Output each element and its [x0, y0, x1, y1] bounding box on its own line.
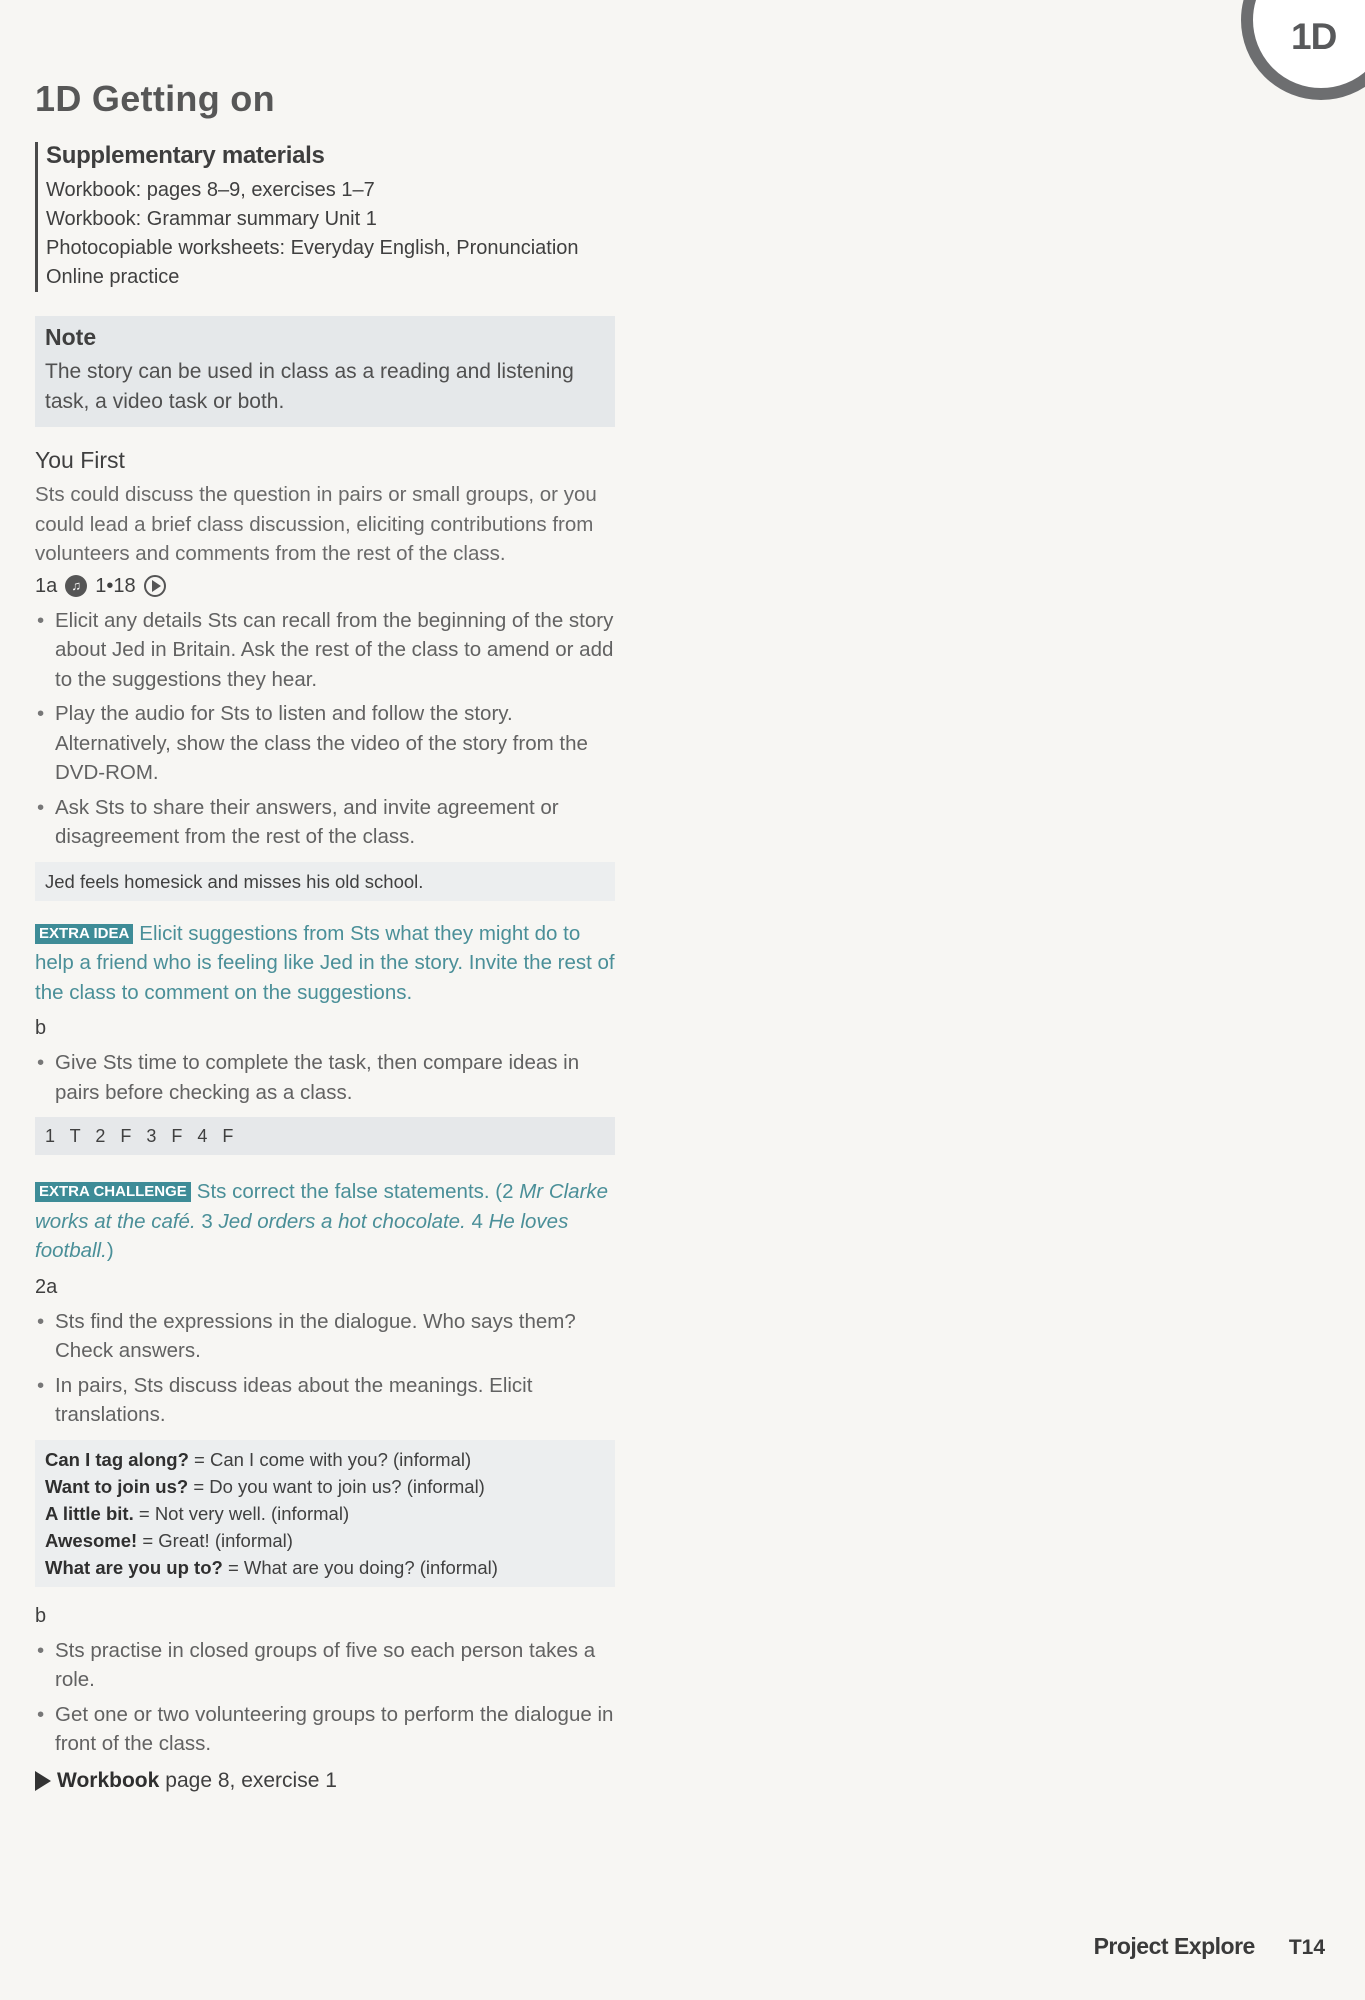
you-first-heading: You First [35, 447, 125, 473]
note-heading: Note [45, 324, 97, 350]
series-title: Project Explore [1093, 1933, 1255, 1959]
extra-idea-badge: EXTRA IDEA [35, 924, 133, 944]
supplementary-line: Workbook: pages 8–9, exercises 1–7 [46, 179, 375, 201]
exercise-number: 1a [35, 574, 58, 597]
main-column [35, 78, 615, 1793]
list-item: • Play the audio for Sts to listen and follow the story. Alternatively, show the class the video of the story from the DVD-ROM. [35, 699, 615, 788]
exercise-2a-label [35, 1276, 615, 1299]
page-footer [1094, 1933, 1325, 1960]
extra-idea-text: Elicit suggestions from Sts what they might do to help a friend who is feeling like Jed in the story. Invite the rest of the class to comment on the suggestions. [35, 921, 615, 1004]
note-box [35, 316, 615, 427]
expression-row [45, 1473, 605, 1500]
page-number: T14 [1288, 1936, 1325, 1959]
extra-challenge-answer: Jed orders a hot chocolate. [218, 1209, 466, 1233]
expression-phrase: What are you up to? [45, 1556, 223, 1578]
exercise-1b-answers: 1 T 2 F 3 F 4 F [35, 1117, 615, 1155]
workbook-reference [35, 1769, 615, 1793]
exercise-1a-label [35, 575, 615, 598]
exercise-number: 2a [35, 1275, 58, 1298]
expression-row [45, 1527, 605, 1554]
workbook-text: page 8, exercise 1 [165, 1768, 337, 1792]
expressions-answer-box [35, 1440, 615, 1587]
extra-challenge-answer: Mr Clarke works at the café. [35, 1180, 609, 1233]
exercise-1a-answer: Jed feels homesick and misses his old school. [35, 862, 615, 901]
expression-row [45, 1446, 605, 1473]
exercise-2a-steps [35, 1307, 615, 1430]
expression-row [45, 1500, 605, 1527]
expression-row [45, 1554, 605, 1581]
expression-meaning: = Can I come with you? (informal) [188, 1448, 472, 1470]
expression-meaning: = Not very well. (informal) [133, 1502, 350, 1524]
video-play-icon [144, 575, 166, 597]
extra-challenge [35, 1177, 615, 1266]
you-first-text: Sts could discuss the question in pairs or small groups, or you could lead a brief class discussion, eliciting contributions from volunteers and comments from the rest of the class. [35, 483, 597, 565]
note-text: The story can be used in class as a reading and listening task, a video task or both. [45, 360, 574, 413]
list-item: • Sts find the expressions in the dialogue. Who says them? Check answers. [35, 1307, 615, 1366]
expression-meaning: = What are you doing? (informal) [222, 1556, 498, 1578]
list-item: • Sts practise in closed groups of five so each person takes a role. [35, 1636, 615, 1695]
list-item: • Ask Sts to share their answers, and invite agreement or disagreement from the rest of the class. [35, 793, 615, 852]
unit-tab-label: 1D [1291, 16, 1337, 57]
supplementary-materials [35, 142, 615, 292]
list-item: • Give Sts time to complete the task, then compare ideas in pairs before checking as a class. [35, 1048, 615, 1107]
extra-idea [35, 919, 615, 1008]
page-title: 1D Getting on [35, 78, 275, 119]
exercise-1b-label [35, 1017, 615, 1040]
audio-icon: ♫ [65, 575, 87, 597]
supplementary-line: Online practice [46, 266, 180, 288]
extra-challenge-answer: He loves football. [35, 1209, 569, 1262]
extra-challenge-text: 3 [195, 1209, 219, 1233]
expression-phrase: Can I tag along? [45, 1448, 189, 1470]
expression-meaning: = Do you want to join us? (informal) [188, 1475, 485, 1497]
list-item: • Elicit any details Sts can recall from the beginning of the story about Jed in Britain. Ask the rest of the class to amend or add to the suggestions they hear. [35, 606, 615, 695]
arrow-right-icon [35, 1771, 51, 1791]
expression-phrase: Want to join us? [45, 1475, 189, 1497]
expression-phrase: A little bit. [45, 1502, 134, 1524]
list-item: • In pairs, Sts discuss ideas about the meanings. Elicit translations. [35, 1371, 615, 1430]
exercise-2b-steps [35, 1636, 615, 1759]
supplementary-line: Workbook: Grammar summary Unit 1 [46, 208, 377, 230]
exercise-number: b [35, 1017, 47, 1039]
audio-track-number: 1•18 [95, 574, 136, 597]
extra-challenge-text: Sts correct the false statements. (2 [196, 1180, 520, 1203]
unit-corner-tab [1241, 0, 1365, 100]
supplementary-heading: Supplementary materials [46, 142, 325, 169]
expression-meaning: = Great! (informal) [137, 1529, 293, 1551]
list-item: • Get one or two volunteering groups to perform the dialogue in front of the class. [35, 1700, 615, 1759]
extra-challenge-text: ) [106, 1239, 114, 1262]
exercise-1b-steps [35, 1048, 615, 1107]
expression-phrase: Awesome! [45, 1529, 138, 1551]
extra-challenge-text: 4 [465, 1209, 489, 1233]
workbook-label: Workbook [57, 1768, 160, 1792]
exercise-number: b [35, 1604, 47, 1627]
supplementary-line: Photocopiable worksheets: Everyday English, Pronunciation [46, 237, 579, 259]
extra-challenge-badge: EXTRA CHALLENGE [35, 1182, 191, 1202]
exercise-2b-label [35, 1605, 615, 1628]
exercise-1a-steps [35, 606, 615, 852]
